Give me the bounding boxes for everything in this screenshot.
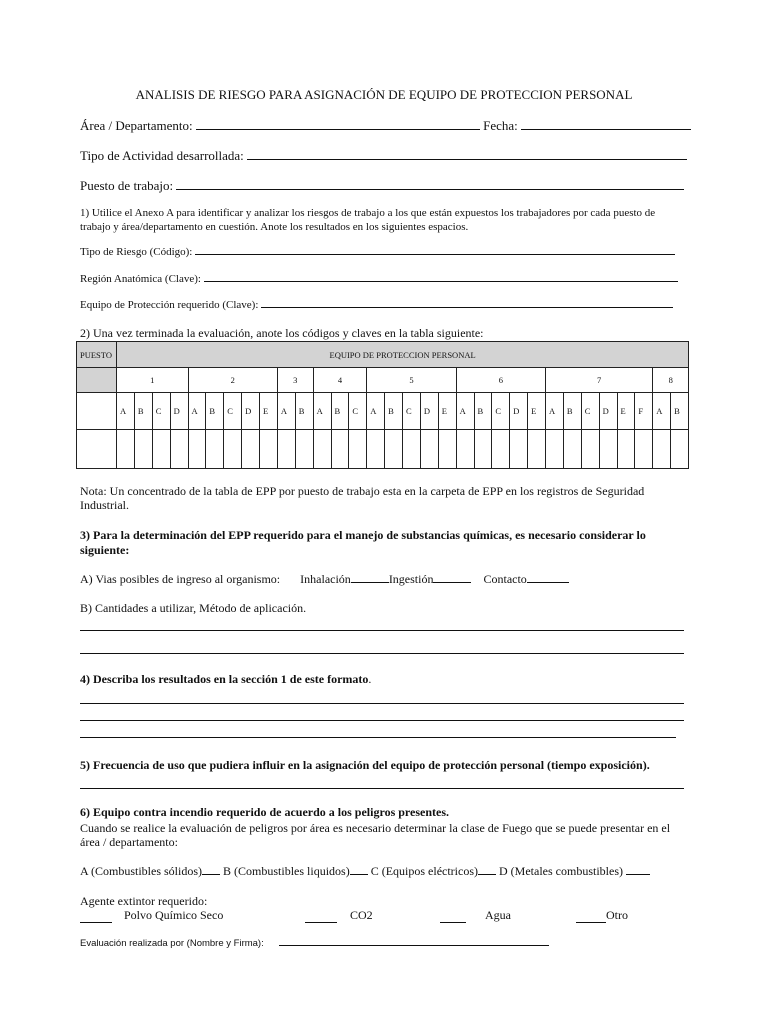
epp-entry-cell[interactable]: [474, 430, 492, 469]
tipo-riesgo-label: Tipo de Riesgo (Código):: [80, 246, 193, 258]
epp-entry-cell[interactable]: [403, 430, 421, 469]
nota: Nota: Un concentrado de la tabla de EPP por puesto de trabajo esta en la carpeta de EPP en los registros de Seguridad Industrial.: [80, 484, 645, 512]
vias-row: [80, 572, 569, 587]
epp-sub-letter: B: [385, 393, 403, 430]
clase-b-field[interactable]: [350, 874, 368, 875]
epp-group-number: 5: [367, 368, 456, 393]
epp-sub-letter: D: [510, 393, 528, 430]
epp-entry-cell[interactable]: [224, 430, 242, 469]
epp-entry-cell[interactable]: [277, 430, 295, 469]
equipo-field[interactable]: [261, 307, 673, 308]
tipo-riesgo-field[interactable]: [195, 254, 675, 255]
epp-sub-letter: C: [224, 393, 242, 430]
contacto-field[interactable]: [527, 582, 569, 583]
frecuencia-line[interactable]: [80, 788, 684, 789]
epp-sub-letter: F: [635, 393, 653, 430]
epp-sub-letter: B: [563, 393, 581, 430]
tipo-actividad-field[interactable]: [247, 159, 687, 160]
clase-b-label: B (Combustibles liquidos): [223, 864, 350, 878]
area-field[interactable]: [196, 129, 480, 130]
evaluacion-field[interactable]: [279, 945, 549, 946]
section6-text: Cuando se realice la evaluación de peligros por área es necesario determinar la clase de Fuego que se puede presentar en el área / departamento:: [80, 821, 671, 849]
epp-sub-letter: E: [260, 393, 278, 430]
evaluacion-label: Evaluación realizada por (Nombre y Firma):: [80, 938, 264, 949]
epp-sub-letter: B: [295, 393, 313, 430]
epp-entry-cell[interactable]: [528, 430, 546, 469]
tipo-riesgo-row: [80, 246, 675, 258]
epp-sub-letter: C: [349, 393, 367, 430]
cantidades-line-1[interactable]: [80, 630, 684, 631]
section5-heading: 5) Frecuencia de uso que pudiera influir en la asignación del equipo de protección personal (tiempo exposición).: [80, 758, 650, 772]
epp-sub-letter: D: [170, 393, 188, 430]
epp-entry-cell[interactable]: [635, 430, 653, 469]
clase-d-label: D (Metales combustibles): [499, 864, 623, 878]
section3-heading: 3) Para la determinación del EPP requerido para el manejo de substancias químicas, es necesario considerar lo siguiente:: [80, 528, 646, 557]
epp-entry-cell[interactable]: [581, 430, 599, 469]
epp-sub-letter: A: [188, 393, 206, 430]
resultados-line-1[interactable]: [80, 703, 684, 704]
section4-period: .: [368, 672, 372, 686]
otro-field[interactable]: [576, 908, 606, 923]
epp-sub-letter: E: [438, 393, 456, 430]
polvo-label: Polvo Químico Seco: [124, 908, 224, 922]
epp-sub-letter: A: [367, 393, 385, 430]
puesto-header: PUESTO: [77, 342, 117, 368]
epp-entry-cell[interactable]: [331, 430, 349, 469]
epp-sub-letter: A: [313, 393, 331, 430]
vias-label: A) Vias posibles de ingreso al organismo:: [80, 572, 281, 586]
epp-entry-cell[interactable]: [242, 430, 260, 469]
section4-heading: 4) Describa los resultados en la sección 1 de este formato: [80, 672, 369, 686]
fecha-field[interactable]: [521, 129, 691, 130]
epp-sub-letter: B: [331, 393, 349, 430]
epp-sub-letter: D: [420, 393, 438, 430]
epp-entry-cell[interactable]: [385, 430, 403, 469]
fecha-label: Fecha:: [483, 118, 518, 133]
epp-entry-cell[interactable]: [170, 430, 188, 469]
epp-entry-cell[interactable]: [456, 430, 474, 469]
puesto-field[interactable]: [176, 189, 684, 190]
inhalacion-label: Inhalación: [300, 572, 351, 586]
cantidades-label: B) Cantidades a utilizar, Método de aplicación.: [80, 601, 307, 615]
epp-group-number: 7: [546, 368, 653, 393]
puesto-label: Puesto de trabajo:: [80, 178, 174, 193]
evaluacion-row: [80, 938, 549, 949]
epp-group-number: 8: [653, 368, 689, 393]
puesto-row: [80, 178, 684, 194]
resultados-line-2[interactable]: [80, 720, 684, 721]
epp-entry-cell[interactable]: [492, 430, 510, 469]
epp-entry-cell[interactable]: [563, 430, 581, 469]
tipo-actividad-label: Tipo de Actividad desarrollada:: [80, 148, 244, 163]
clase-c-label: C (Equipos eléctricos): [370, 864, 479, 878]
epp-sub-letter: D: [599, 393, 617, 430]
puesto-header-spacer: [77, 368, 117, 393]
epp-entry-cell[interactable]: [117, 430, 135, 469]
document-title: ANALISIS DE RIESGO PARA ASIGNACIÓN DE EQUIPO DE PROTECCION PERSONAL: [135, 87, 633, 102]
epp-group-number: 6: [456, 368, 545, 393]
epp-sub-letter: A: [117, 393, 135, 430]
clase-a-field[interactable]: [202, 874, 220, 875]
section1-instruction: 1) Utilice el Anexo A para identificar y analizar los riesgos de trabajo a los que están expuestos los trabajadores por cada puesto de trabajo y área/departamento en cuestión. Anote los resultados en los siguientes espacios.: [80, 207, 656, 233]
epp-sub-letter: B: [474, 393, 492, 430]
contacto-label: Contacto: [483, 572, 527, 586]
epp-entry-cell[interactable]: [295, 430, 313, 469]
co2-label: CO2: [350, 908, 373, 922]
epp-sub-letter: B: [206, 393, 224, 430]
epp-group-number: 2: [188, 368, 277, 393]
epp-sub-letter: B: [671, 393, 689, 430]
co2-field[interactable]: [305, 908, 337, 923]
tipo-actividad-row: [80, 148, 687, 164]
epp-entry-cell[interactable]: [134, 430, 152, 469]
section4-row: [80, 672, 371, 687]
epp-header: EQUIPO DE PROTECCION PERSONAL: [117, 342, 689, 368]
equipo-label: Equipo de Protección requerido (Clave):: [80, 299, 259, 311]
epp-entry-cell[interactable]: [367, 430, 385, 469]
area-row: [80, 118, 691, 134]
clases-row: [80, 864, 650, 879]
region-label: Región Anatómica (Clave):: [80, 273, 201, 285]
epp-sub-letter: A: [456, 393, 474, 430]
inhalacion-field[interactable]: [351, 582, 389, 583]
epp-sub-letter: E: [617, 393, 635, 430]
agua-field[interactable]: [440, 908, 466, 923]
ingestion-field[interactable]: [433, 582, 471, 583]
epp-entry-cell[interactable]: [653, 430, 671, 469]
area-label: Área / Departamento:: [80, 118, 193, 133]
epp-entry-cell[interactable]: [671, 430, 689, 469]
polvo-field[interactable]: [80, 908, 112, 923]
epp-group-number: 4: [313, 368, 367, 393]
epp-entry-cell[interactable]: [206, 430, 224, 469]
epp-entry-cell[interactable]: [599, 430, 617, 469]
epp-group-number: 3: [277, 368, 313, 393]
epp-sub-letter: C: [581, 393, 599, 430]
epp-entry-cell[interactable]: [313, 430, 331, 469]
epp-sub-letter: C: [492, 393, 510, 430]
epp-sub-letter: A: [653, 393, 671, 430]
epp-entry-cell[interactable]: [420, 430, 438, 469]
puesto-cell[interactable]: [77, 393, 117, 430]
epp-entry-cell[interactable]: [617, 430, 635, 469]
epp-sub-letter: D: [242, 393, 260, 430]
epp-entry-cell[interactable]: [152, 430, 170, 469]
section2-intro: 2) Una vez terminada la evaluación, anote los códigos y claves en la tabla siguiente:: [80, 326, 484, 340]
agente-label: Agente extintor requerido:: [80, 894, 208, 908]
section6-heading: 6) Equipo contra incendio requerido de acuerdo a los peligros presentes.: [80, 805, 450, 819]
cantidades-line-2[interactable]: [80, 653, 684, 654]
clase-a-label: A (Combustibles sólidos): [80, 864, 203, 878]
clase-d-field[interactable]: [626, 874, 650, 875]
epp-group-number: 1: [117, 368, 189, 393]
epp-sub-letter: E: [528, 393, 546, 430]
epp-sub-letter: C: [152, 393, 170, 430]
equipo-row: [80, 299, 673, 311]
puesto-entry-cell[interactable]: [77, 430, 117, 469]
epp-sub-letter: C: [403, 393, 421, 430]
agente-options: [80, 908, 690, 926]
epp-sub-letter: A: [277, 393, 295, 430]
epp-table: [76, 341, 689, 469]
epp-entry-cell[interactable]: [188, 430, 206, 469]
otro-label: Otro: [606, 908, 628, 922]
epp-sub-letter: B: [134, 393, 152, 430]
epp-entry-cell[interactable]: [510, 430, 528, 469]
epp-entry-cell[interactable]: [260, 430, 278, 469]
epp-entry-cell[interactable]: [349, 430, 367, 469]
epp-entry-cell[interactable]: [438, 430, 456, 469]
epp-entry-cell[interactable]: [546, 430, 564, 469]
ingestion-label: Ingestión: [388, 572, 434, 586]
agua-label: Agua: [485, 908, 511, 922]
region-field[interactable]: [204, 281, 678, 282]
resultados-line-3[interactable]: [80, 737, 676, 738]
epp-sub-letter: A: [546, 393, 564, 430]
clase-c-field[interactable]: [478, 874, 496, 875]
region-row: [80, 273, 678, 285]
